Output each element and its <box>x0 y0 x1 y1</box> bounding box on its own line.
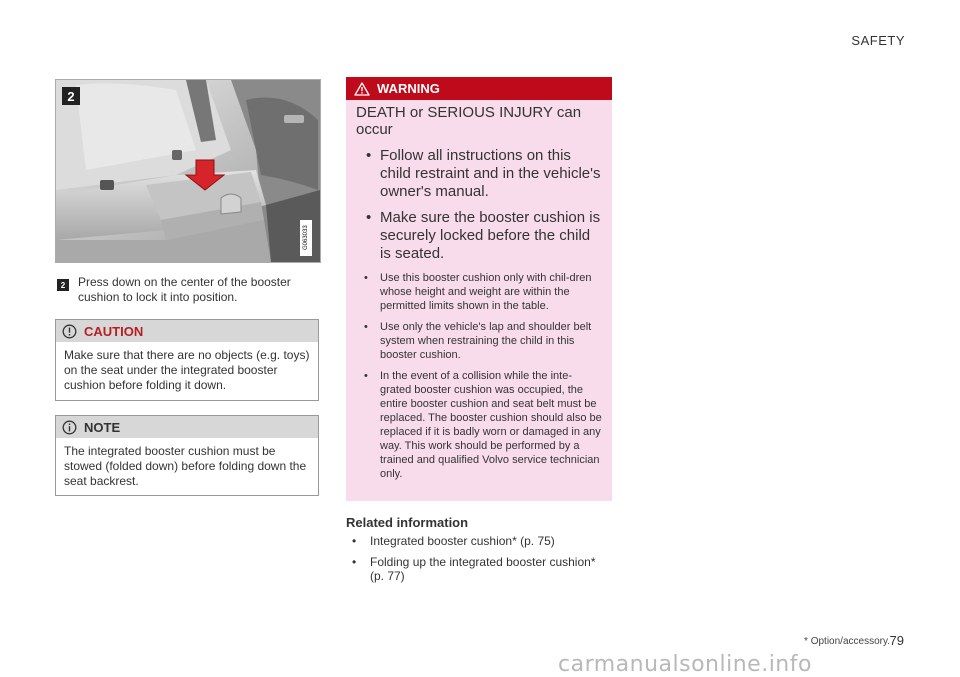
related-link-text[interactable]: Folding up the integrated booster cushion* (p. 77) <box>370 555 596 583</box>
warning-primary-text: Make sure the booster cushion is securely locked before the child is seated. <box>380 209 601 262</box>
footer-option-note: * Option/accessory. <box>804 636 890 647</box>
warning-secondary-text: Use only the vehicle's lap and shoulder belt system when restraining the child in this booster cushion. <box>380 321 592 361</box>
bullet-icon: • <box>366 147 372 164</box>
related-title: Related information <box>346 515 469 530</box>
warning-secondary-item <box>356 320 602 362</box>
illustration-step-badge: 2 <box>62 87 80 105</box>
warning-secondary-text: In the event of a collision while the inte-grated booster cushion was occupied, the entire booster cushion and seat belt must be replaced. The booster cushion should also be replaced if it is badly worn or damaged in any way. This work should be performed by a trained and qualified Volvo service technician only. <box>380 370 602 480</box>
note-title: NOTE <box>84 419 121 435</box>
caution-text: Make sure that there are no objects (e.g. toys) on the seat under the integrated booster cushion before folding it down. <box>64 348 310 392</box>
warning-secondary-text: Use this booster cushion only with chil-dren whose height and weight are within the permitted limits shown in the table. <box>380 272 592 312</box>
related-link[interactable] <box>346 534 612 548</box>
step-text: Press down on the center of the booster cushion to lock it into position. <box>78 275 291 304</box>
warning-primary-list <box>356 147 602 263</box>
step-badge: 2 <box>57 279 69 291</box>
info-circle-icon <box>62 420 77 435</box>
page-number: 79 <box>889 633 904 648</box>
warning-primary-item <box>356 147 602 201</box>
caution-title: CAUTION <box>84 323 144 339</box>
related-link[interactable] <box>346 555 612 583</box>
bullet-icon: • <box>352 555 357 569</box>
illustration-code: G063033 <box>300 220 312 256</box>
warning-body <box>346 100 612 481</box>
booster-cushion-illustration <box>55 79 321 263</box>
warning-secondary-item <box>356 369 602 481</box>
watermark: carmanualsonline.info <box>558 652 812 677</box>
warning-secondary-item <box>356 271 602 313</box>
warning-lead: DEATH or SERIOUS INJURY can occur <box>356 104 582 138</box>
warning-title: WARNING <box>377 81 440 96</box>
related-link-text[interactable]: Integrated booster cushion* (p. 75) <box>370 534 555 548</box>
exclamation-circle-icon <box>62 324 77 339</box>
note-header <box>56 416 318 438</box>
bullet-icon: • <box>364 272 368 284</box>
note-box <box>55 415 319 496</box>
note-text: The integrated booster cushion must be stowed (folded down) before folding down the seat backrest. <box>64 444 307 488</box>
bullet-icon: • <box>364 370 368 382</box>
bullet-icon: • <box>352 534 357 548</box>
seat-photo-drawing <box>56 80 320 262</box>
warning-primary-item <box>356 209 602 263</box>
caution-box <box>55 319 319 401</box>
warning-box <box>346 77 612 501</box>
bullet-icon: • <box>366 209 372 226</box>
caution-header <box>56 320 318 342</box>
page-header-title: SAFETY <box>851 33 905 48</box>
related-list <box>346 534 612 583</box>
warning-secondary-list <box>356 271 602 481</box>
warning-primary-text: Follow all instructions on this child restraint and in the vehicle's owner's manual. <box>380 147 601 200</box>
step-instruction <box>57 275 319 305</box>
bullet-icon: • <box>364 321 368 333</box>
warning-triangle-icon <box>354 82 370 96</box>
warning-header <box>346 77 612 100</box>
related-information <box>346 515 612 590</box>
